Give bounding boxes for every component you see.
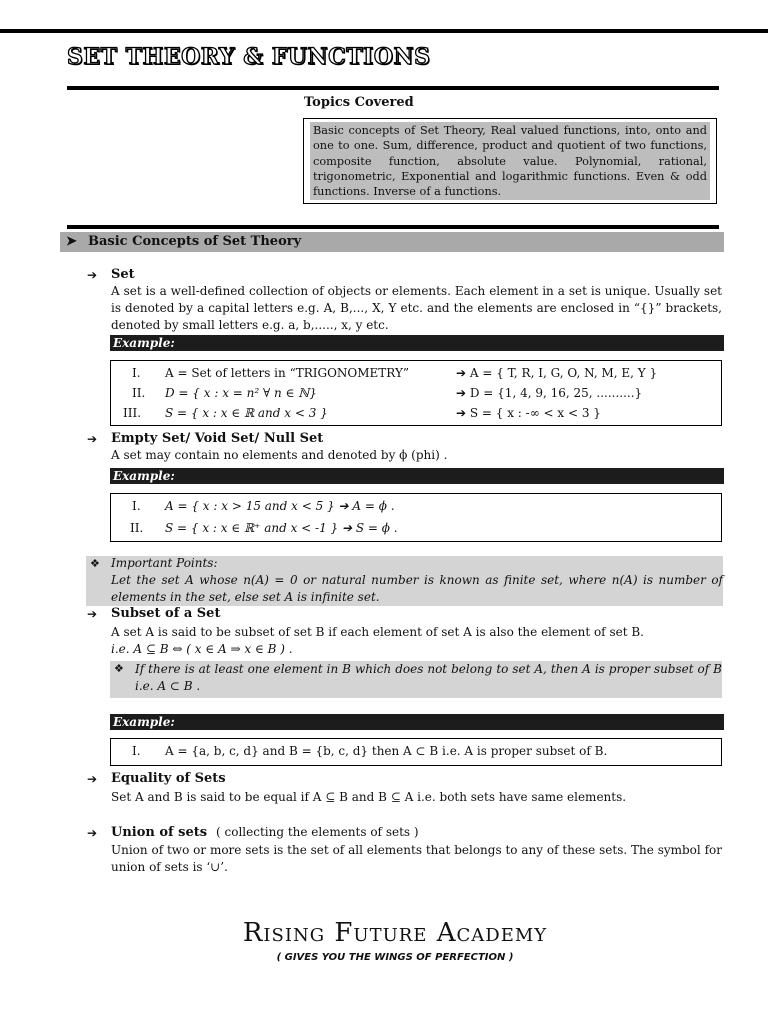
diamond-icon: ❖: [90, 557, 100, 570]
arrow-icon: ➔: [87, 432, 98, 446]
empty-set-heading: Empty Set/ Void Set/ Null Set: [111, 431, 324, 446]
subset-note: If there is at least one element in B which does not belong to set A, then A is proper subset of B i.e. A ⊂ B .: [135, 662, 722, 693]
example-left: S = { x : x ∈ ℝ and x < 3 }: [165, 406, 328, 420]
example-right: ➔ S = { x : -∞ < x < 3 }: [456, 406, 601, 420]
set-heading: Set: [111, 267, 135, 282]
subset-heading: Subset of a Set: [111, 606, 221, 621]
example-text: A = {a, b, c, d} and B = {b, c, d} then A ⊂ B i.e. A is proper subset of B.: [165, 744, 608, 758]
important-heading: Important Points:: [111, 556, 218, 570]
section-marker-icon: ➤: [66, 234, 77, 249]
example-num: II.: [130, 521, 144, 535]
arrow-icon: ➔: [87, 268, 98, 282]
arrow-icon: ➔: [87, 826, 98, 840]
topics-text: Basic concepts of Set Theory, Real valued functions, into, onto and one to one. Sum, difference, product and quotient of two functions, composite function, absolute value. Polynomial, rational, trigonometric, Exponential and logarithmic functions. Even & odd functions. Inverse of a functions.: [310, 122, 710, 200]
example-text: S = { x : x ∈ ℝ⁺ and x < -1 } ➔ S = ϕ .: [165, 521, 398, 535]
example-num: II.: [132, 386, 146, 400]
empty-examples-box: [110, 493, 722, 542]
example-num: I.: [132, 499, 141, 513]
academy-name: Rising Future Academy: [242, 918, 548, 948]
topics-box: [303, 118, 717, 204]
subset-examples-box: [110, 738, 722, 766]
subset-line2: i.e. A ⊆ B ⇔ ( x ∈ A ⇒ x ∈ B ) .: [111, 642, 293, 656]
example-right: ➔ A = { T, R, I, G, O, N, M, E, Y }: [456, 366, 658, 380]
top-border-line: [0, 29, 768, 33]
academy-tagline: ( GIVES YOU THE WINGS OF PERFECTION ): [276, 952, 514, 963]
section-header: [60, 232, 724, 252]
example-right: ➔ D = {1, 4, 9, 16, 25, ..........}: [456, 386, 643, 400]
set-text: A set is a well-defined collection of objects or elements. Each element in a set is unique. Usually set is denoted by a capital letters e.g. A, B,..., X, Y etc. and the elements are enclosed in “{}” brackets, denoted by small letters e.g. a, b,....., x, y etc.: [111, 284, 722, 332]
arrow-icon: ➔: [87, 772, 98, 786]
set-examples-box: [110, 360, 722, 426]
important-text: Let the set A whose n(A) = 0 or natural number is known as finite set, where n(A) is number of elements in the set, else set A is infinite set.: [111, 573, 723, 604]
union-text: Union of two or more sets is the set of all elements that belongs to any of these sets. The symbol for union of sets is ‘∪’.: [111, 843, 722, 874]
topics-heading: Topics Covered: [304, 95, 414, 110]
example-label: Example:: [110, 714, 724, 730]
equality-heading: Equality of Sets: [111, 771, 226, 786]
title-rule: [67, 86, 719, 90]
page-title: SET THEORY & FUNCTIONS: [67, 44, 431, 70]
union-subheading: ( collecting the elements of sets ): [216, 825, 419, 839]
diamond-icon: ❖: [114, 662, 124, 675]
union-heading: Union of sets: [111, 825, 208, 840]
example-left: A = Set of letters in “TRIGONOMETRY”: [165, 366, 410, 380]
equality-text: Set A and B is said to be equal if A ⊆ B and B ⊆ A i.e. both sets have same elements.: [111, 790, 627, 804]
example-left: D = { x : x = n² ∀ n ∈ ℕ}: [165, 386, 317, 400]
example-num: I.: [132, 366, 141, 380]
example-label: Example:: [110, 468, 724, 484]
subset-line1: A set A is said to be subset of set B if each element of set A is also the element of set B.: [111, 625, 644, 639]
example-num: III.: [123, 406, 142, 420]
empty-set-text: A set may contain no elements and denoted by ϕ (phi) .: [111, 448, 448, 462]
example-label: Example:: [110, 335, 724, 351]
example-text: A = { x : x > 15 and x < 5 } ➔ A = ϕ .: [165, 499, 395, 513]
example-num: I.: [132, 744, 141, 758]
section-title: Basic Concepts of Set Theory: [88, 234, 302, 249]
topics-rule: [67, 225, 719, 229]
arrow-icon: ➔: [87, 607, 98, 621]
